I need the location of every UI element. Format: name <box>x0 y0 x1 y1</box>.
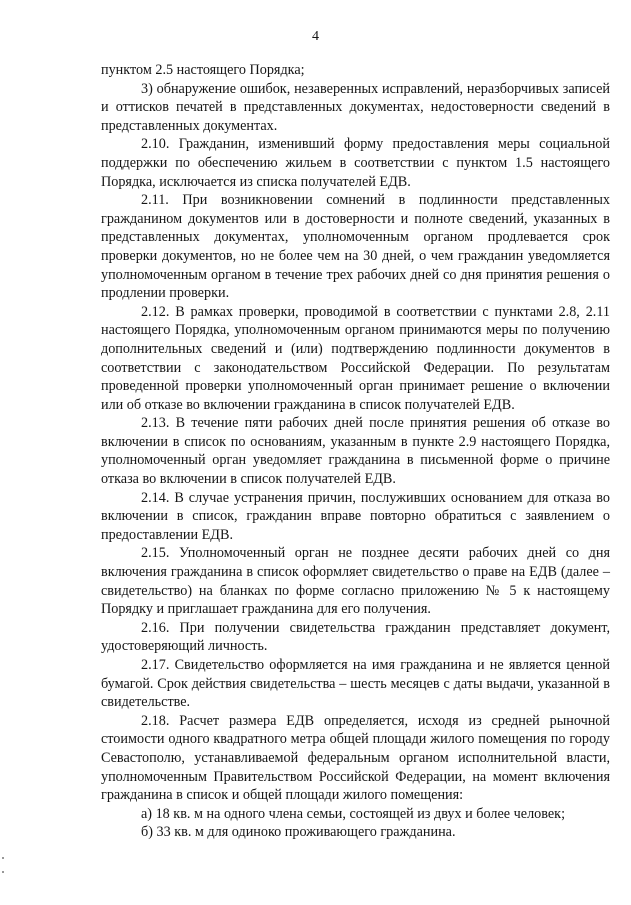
paragraph-2-13: 2.13. В течение пяти рабочих дней после принятия решения об отказе во включении в список по основаниям, указанным в пункте 2.9 настоящего Порядка, уполномоченный орган уведомляет гражданина в письменной форме о причине отказа во включении в список получателей ЕДВ. <box>101 415 610 488</box>
scan-artifact <box>2 871 4 873</box>
paragraph-2-15: 2.15. Уполномоченный орган не позднее десяти рабочих дней со дня включения гражданина в список оформляет свидетельство о праве на ЕДВ (далее – свидетельство) на бланках по форме согласно приложению № 5 к настоящему Порядку и приглашает гражданина для его получения. <box>101 545 610 618</box>
list-item-b: б) 33 кв. м для одиноко проживающего гражданина. <box>141 824 456 841</box>
paragraph-2-14: 2.14. В случае устранения причин, послуживших основанием для отказа во включении в список, гражданин вправе повторно обратиться с заявлением о предоставлении ЕДВ. <box>101 489 610 543</box>
document-body <box>101 61 610 842</box>
list-item-a: а) 18 кв. м на одного члена семьи, состоящей из двух и более человек; <box>141 805 566 822</box>
scan-artifact <box>2 857 4 859</box>
paragraph-2-16: 2.16. При получении свидетельства гражданин представляет документ, удостоверяющий личность. <box>101 619 610 655</box>
paragraph-2-17: 2.17. Свидетельство оформляется на имя гражданина и не является ценной бумагой. Срок действия свидетельства – шесть месяцев с даты выдачи, указанной в свидетельстве. <box>101 657 610 711</box>
paragraph-item-3: 3) обнаружение ошибок, незаверенных исправлений, неразборчивых записей и оттисков печатей в представленных документах, недостоверности сведений в представленных документах. <box>101 80 610 134</box>
paragraph-2-12: 2.12. В рамках проверки, проводимой в соответствии с пунктами 2.8, 2.11 настоящего Порядка, уполномоченным органом принимаются меры по получению дополнительных сведений и (или) подтверждению подлинности документов в соответствии с законодательством Российской Федерации. По результатам проведенной проверки уполномоченный орган принимает решение о включении или об отказе во включении гражданина в список получателей ЕДВ. <box>101 303 610 413</box>
page-number: 4 <box>312 29 319 44</box>
paragraph-2-11: 2.11. При возникновении сомнений в подлинности представленных гражданином документов или в достоверности и полноте сведений, указанных в представленных документах, уполномоченным органом продлевается срок проверки документов, но не более чем на 30 дней, о чем гражданин уведомляется уполномоченным органом в течение трех рабочих дней со дня принятия решения о продлении проверки. <box>101 192 610 302</box>
paragraph-2-18: 2.18. Расчет размера ЕДВ определяется, исходя из средней рыночной стоимости одного квадратного метра общей площади жилого помещения по городу Севастополю, устанавливаемой федеральным органом исполнительной власти, уполномоченным Правительством Российской Федерации, на момент включения гражданина в список и общей площади жилого помещения: <box>101 712 610 804</box>
paragraph-2-10: 2.10. Гражданин, изменивший форму предоставления меры социальной поддержки по обеспечению жильем в соответствии с пунктом 1.5 настоящего Порядка, исключается из списка получателей ЕДВ. <box>101 136 610 190</box>
paragraph-continuation: пунктом 2.5 настоящего Порядка; <box>101 62 305 78</box>
